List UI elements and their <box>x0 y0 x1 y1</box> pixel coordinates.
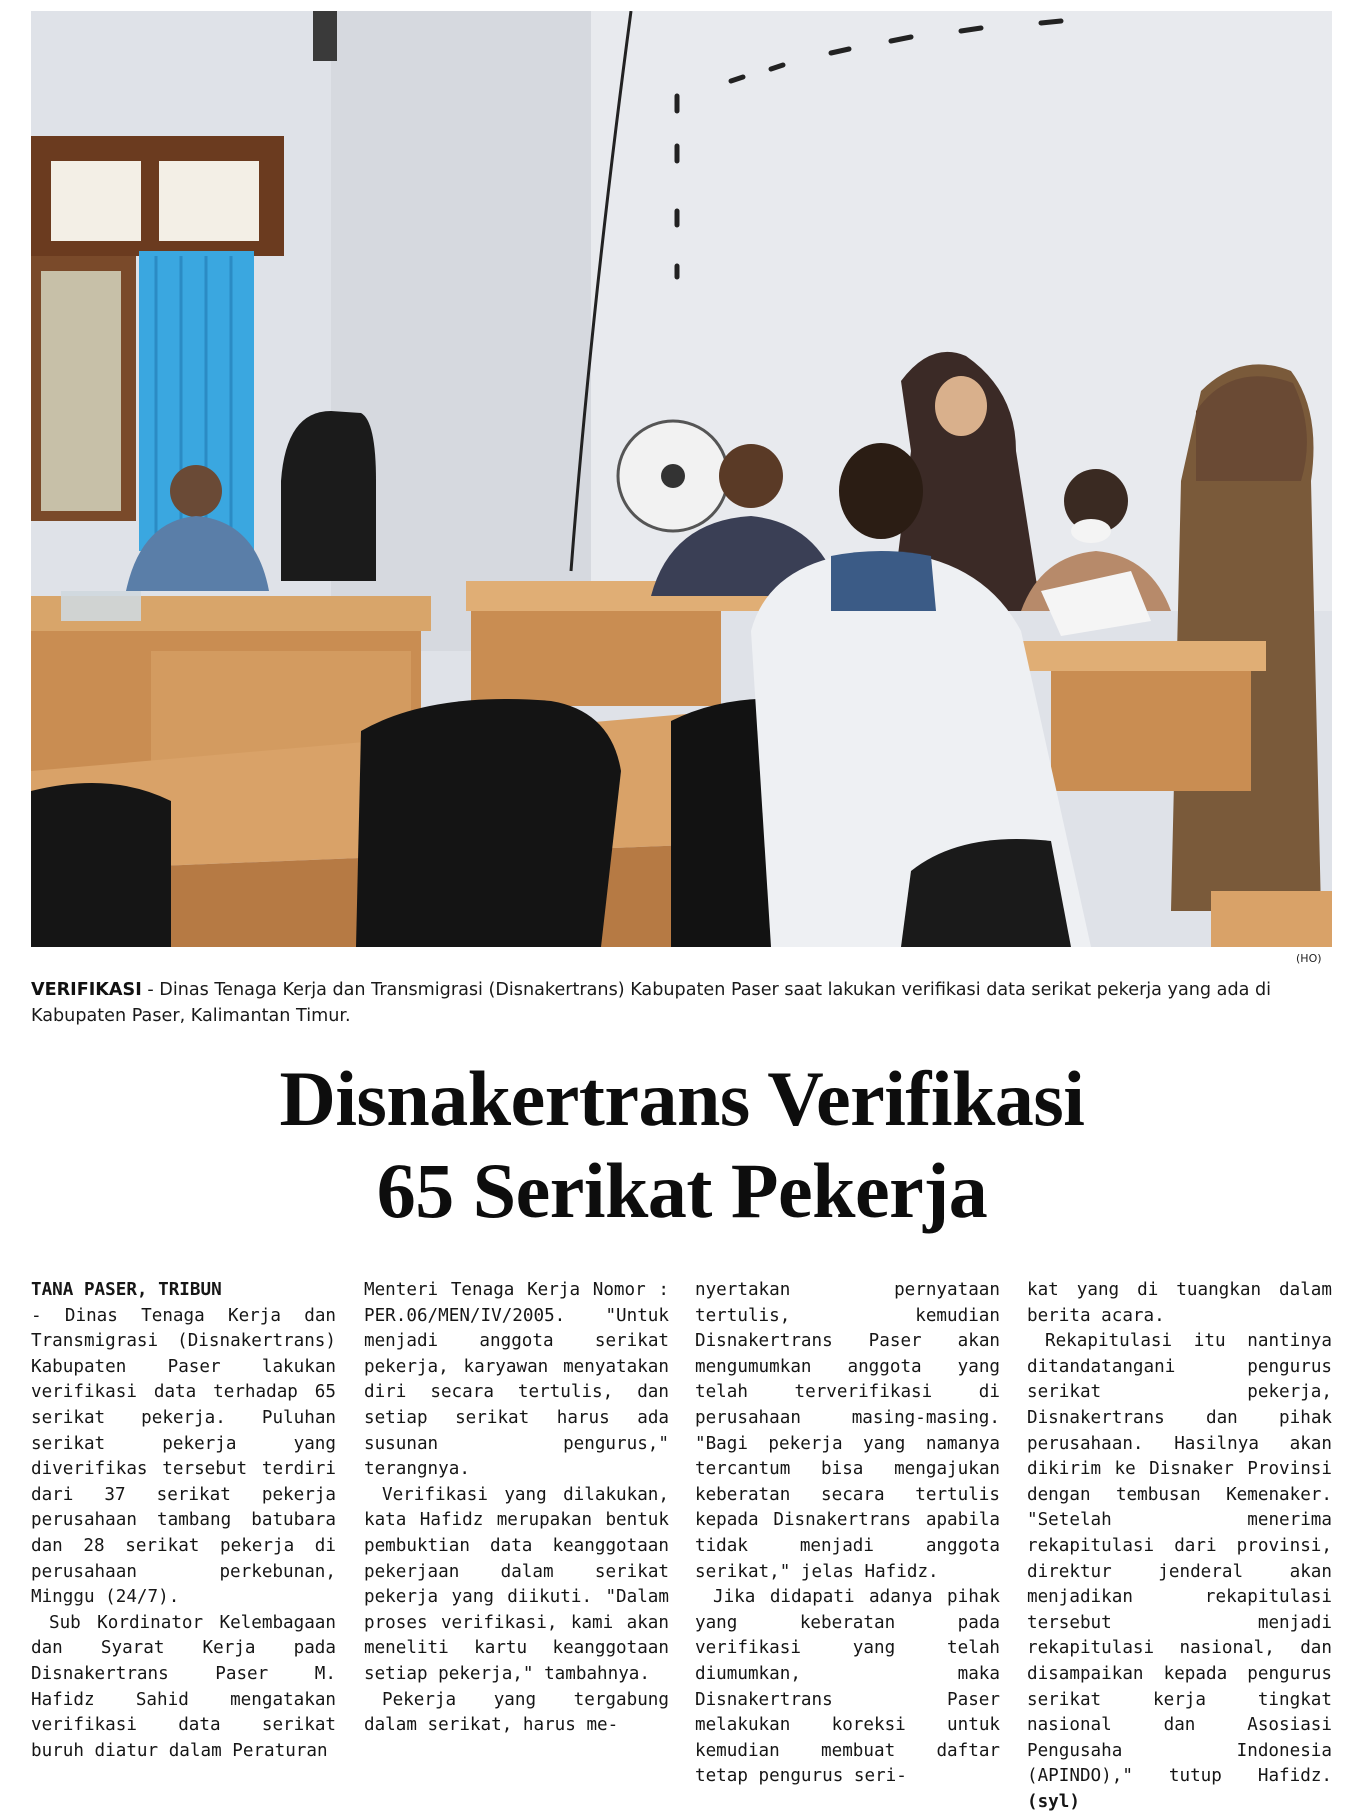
paragraph: Sub Kordinator Kelembagaan dan Syarat Kerja pada Disnakertrans Paser M. Hafidz Sahid mengatakan verifikasi data serikat buruh diatur dalam Peraturan <box>31 1612 336 1761</box>
paragraph: - Dinas Tenaga Kerja dan Transmigrasi (Disnakertrans) Kabupaten Paser lakukan verifikasi data terhadap 65 serikat pekerja. Puluhan serikat pekerja yang diverifikas tersebut terdiri dari 37 serikat pekerja perusahaan tambang batubara dan 28 serikat pekerja di perusahaan perkebunan, Minggu (24/7). <box>31 1305 336 1608</box>
article-column-3 <box>695 1278 1000 1790</box>
paragraph: Pekerja yang tergabung dalam serikat, harus me- <box>364 1689 669 1736</box>
paragraph: Jika didapati adanya pihak yang keberatan pada verifikasi yang telah diumumkan, maka Disnakertrans Paser melakukan koreksi untuk kemudian membuat daftar tetap pengurus seri- <box>695 1587 1000 1787</box>
paragraph-final <box>1027 1329 1332 1813</box>
headline-line-1: Disnakertrans Verifikasi <box>279 1055 1085 1142</box>
paragraph: nyertakan pernyataan tertulis, kemudian Disnakertrans Paser akan mengumumkan anggota yang telah terverifikasi di perusahaan masing-masing. "Bagi pekerja yang namanya tercantum bisa mengajukan keberatan secara tertulis kepada Disnakertrans apabila tidak menjadi anggota serikat," jelas Hafidz. <box>695 1280 1000 1582</box>
article-column-1 <box>31 1278 336 1764</box>
author-signoff: (syl) <box>1027 1791 1080 1812</box>
paragraph: kat yang di tuangkan dalam berita acara. <box>1027 1280 1332 1326</box>
article-column-2 <box>364 1278 669 1739</box>
photo-credit: (HO) <box>1296 952 1322 965</box>
dateline: TANA PASER, TRIBUN <box>31 1280 222 1300</box>
headline-line-2: 65 Serikat Pekerja <box>376 1147 988 1234</box>
paragraph-text: Rekapitulasi itu nantinya ditandatangani pengurus serikat pekerja, Disnakertrans dan pihak perusahaan. Hasilnya akan dikirim ke Disnaker Provinsi dengan tembusan Kemenaker. "Setelah menerima rekapitulasi dari provinsi, direktur jenderal akan menjadikan rekapitulasi tersebut menjadi rekapitulasi nasional, dan disampaikan kepada pengurus serikat kerja tingkat nasional dan Asosiasi Pengusaha Indonesia (APINDO)," tutup Hafidz. <box>1027 1331 1332 1787</box>
article-column-4 <box>1027 1278 1332 1813</box>
paragraph: Menteri Tenaga Kerja Nomor : PER.06/MEN/IV/2005. "Untuk menjadi anggota serikat pekerja, karyawan menyatakan diri secara tertulis, dan setiap serikat harus ada susunan pengurus," terangnya. <box>364 1280 669 1480</box>
caption-keyword: VERIFIKASI <box>31 980 142 1000</box>
paragraph: Verifikasi yang dilakukan, kata Hafidz merupakan bentuk pembuktian data keanggotaan pekerjaan dalam serikat pekerja yang diikuti. "Dalam proses verifikasi, kami akan meneliti kartu keanggotaan setiap pekerja," tambahnya. <box>364 1484 669 1684</box>
headline <box>31 1053 1333 1237</box>
news-photo <box>31 11 1332 947</box>
photo-caption <box>31 977 1333 1029</box>
article-body <box>31 1278 1333 1812</box>
caption-text: - Dinas Tenaga Kerja dan Transmigrasi (Disnakertrans) Kabupaten Paser saat lakukan verifikasi data serikat pekerja yang ada di Kabupaten Paser, Kalimantan Timur. <box>31 980 1272 1026</box>
